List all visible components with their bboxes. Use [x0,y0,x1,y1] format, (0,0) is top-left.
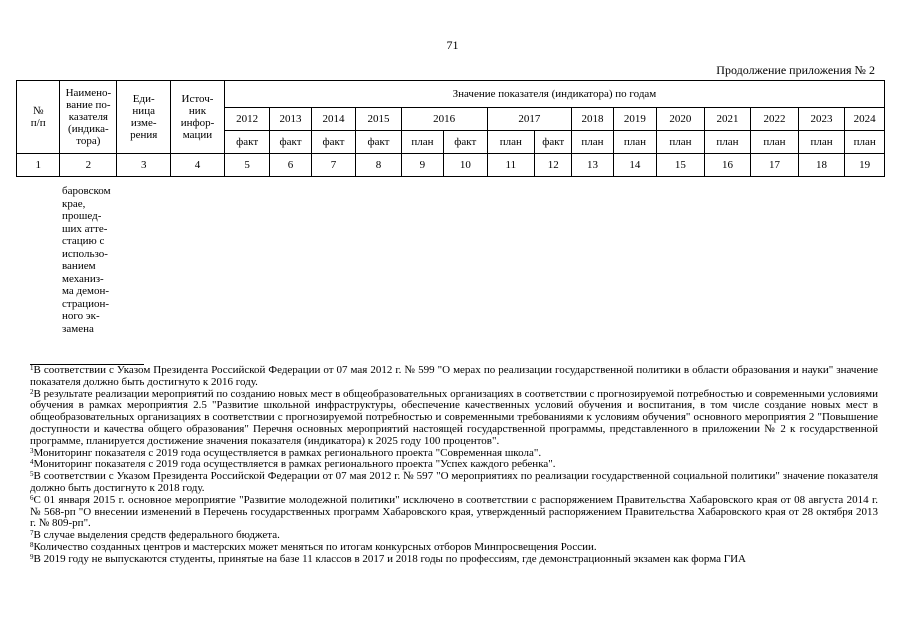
value-type-cell: факт [535,131,572,154]
footnote-text: Мониторинг показателя с 2019 года осуществляется в рамках регионального проекта "Успех каждого ребенка". [33,458,556,471]
year-header-2016: 2016 [401,108,487,131]
continuation-line: прошед- [62,210,102,222]
column-number-cell: 19 [845,154,885,177]
footnotes [30,365,878,566]
footnote-text: В соответствии с Указом Президента Российской Федерации от 07 мая 2012 г. № 597 "О мероприятиях по реализации государственной социальной политики" значение показателя должно быть достигнуто к 2018 году. [30,470,878,494]
column-number-cell: 5 [224,154,270,177]
value-type-cell: факт [224,131,270,154]
continuation-line: ного эк- [62,310,100,322]
year-header-2023: 2023 [798,108,845,131]
footnote [30,365,878,389]
value-type-cell: факт [444,131,487,154]
value-type-cell: план [572,131,613,154]
year-header-2021: 2021 [704,108,751,131]
header-line: Источ- [181,93,214,105]
value-type-cell: план [845,131,885,154]
footnote-mark: 7 [30,529,34,538]
header-line: тора) [76,135,101,147]
col-name-header [60,81,117,154]
continuation-line: механиз- [62,272,104,285]
indicator-table [16,80,885,177]
continuation-line: крае, [62,197,86,210]
footnote-text: В соответствии с Указом Президента Российской Федерации от 07 мая 2012 г. № 599 "О мерах по реализации государственной политики в области образования и науки" значение показателя должно быть достигнуто к 2016 году. [30,364,878,388]
footnote-mark: 4 [30,458,34,467]
year-header-2017: 2017 [487,108,572,131]
appendix-note: Продолжение приложения № 2 [716,63,875,77]
year-header-2022: 2022 [751,108,799,131]
page-number: 71 [446,38,459,52]
column-number-cell: 12 [535,154,572,177]
col-unit-header [117,81,171,154]
continuation-line: страцион- [62,297,110,310]
column-number-cell: 14 [613,154,656,177]
value-type-cell: план [657,131,705,154]
continuation-line: ших атте- [62,222,108,235]
year-header-2014: 2014 [311,108,355,131]
footnote-text: В результате реализации мероприятий по созданию новых мест в общеобразовательных организациях в соответствии с прогнозируемой потребностью и современными условиями обучения в рамках мероприятия 2.5 "Развитие школьной инфраструктуры, обеспечение качественных условий обучения и воспитания, в том числе создание новых мест в общеобразовательных организациях в соответствии с прогнозируемой потребностью и современными требованиями к условиям обучения" основного мероприятия 2 "Повышение доступности и качества общего образования" Перечня основных мероприятий настоящей государственной программы, представленного в приложении № 2 к государственной программе, планируется достижение значения показателя (индикатора) к 2025 году 100 процентов". [30,387,878,447]
value-type-cell: факт [356,131,402,154]
value-type-cell: план [751,131,799,154]
header-line: рения [130,129,158,141]
value-type-cell: план [487,131,535,154]
footnote-mark: 1 [30,364,34,372]
continuation-line: ванием [62,260,96,272]
footnote-text: В 2019 году не выпускаются студенты, принятые на базе 11 классов в 2017 и 2018 годы по профессиям, где демонстрационный экзамен как форма ГИА [33,552,746,565]
column-numbers-row [17,154,885,177]
footnote [30,471,878,495]
year-header-2018: 2018 [572,108,613,131]
header-line: мации [182,129,213,141]
col-number-header [17,81,60,154]
column-number-cell: 15 [657,154,705,177]
column-number-cell: 1 [17,154,60,177]
value-type-cell: факт [270,131,311,154]
continuation-line: баровском [62,185,111,197]
header-line: ник [188,105,207,117]
footnote-mark: 3 [30,446,34,455]
value-type-cell: факт [311,131,355,154]
column-number-cell: 9 [401,154,443,177]
header-line: инфор- [180,117,215,129]
value-type-cell: план [798,131,845,154]
header-line: вание по- [66,99,111,111]
column-number-cell: 7 [311,154,355,177]
column-number-cell: 2 [60,154,117,177]
column-number-cell: 6 [270,154,311,177]
header-line: изме- [130,117,157,129]
header-line: № [32,105,44,117]
value-type-cell: план [613,131,656,154]
year-header-2012: 2012 [224,108,270,131]
header-line: (индика- [68,123,109,135]
footnote [30,554,878,566]
column-number-cell: 8 [356,154,402,177]
column-number-cell: 3 [117,154,171,177]
continuation-line: ма демон- [62,285,110,297]
year-header-2024: 2024 [845,108,885,131]
year-header-2020: 2020 [657,108,705,131]
footnote-mark: 9 [30,552,34,561]
values-header: Значение показателя (индикатора) по годам [224,81,884,108]
footnote-mark: 5 [30,470,34,479]
footnote-mark: 8 [30,540,34,549]
indicator-name-continuation [62,185,122,335]
footnote-text: С 01 января 2015 г. основное мероприятие "Развитие молодежной политики" исключено в соответствии с распоряжением Правительства Хабаровского края от 08 августа 2014 г. № 568-рп "О внесении изменений в Перечень государственных программ Хабаровского края, утвержденный распоряжением Правительства Хабаровского края от 28 октября 2013 г. № 809-рп". [30,493,878,530]
header-line: ница [132,105,155,117]
column-number-cell: 11 [487,154,535,177]
column-number-cell: 17 [751,154,799,177]
col-source-header [171,81,225,154]
year-header-2019: 2019 [613,108,656,131]
footnote-text: Мониторинг показателя с 2019 года осуществляется в рамках регионального проекта "Современная школа". [33,446,542,459]
footnote [30,389,878,448]
footnote-text: Количество созданных центров и мастерских может меняться по итогам конкурсных отборов Минпросвещения России. [33,540,597,553]
footnote-text: В случае выделения средств федерального бюджета. [33,529,280,542]
year-header-2013: 2013 [270,108,311,131]
column-number-cell: 16 [704,154,751,177]
continuation-line: замена [62,322,94,335]
footnote [30,495,878,530]
header-line: п/п [30,117,46,129]
header-line: казателя [68,111,108,123]
column-number-cell: 4 [171,154,225,177]
value-type-cell: план [704,131,751,154]
header-line: Еди- [132,93,155,105]
continuation-line: использо- [62,247,108,260]
footnote-mark: 6 [30,493,34,502]
column-number-cell: 13 [572,154,613,177]
column-number-cell: 10 [444,154,487,177]
year-header-2015: 2015 [356,108,402,131]
header-line: Наимено- [65,87,112,99]
value-type-cell: план [401,131,443,154]
footnote-mark: 2 [30,387,34,396]
continuation-line: стацию с [62,235,105,247]
column-number-cell: 18 [798,154,845,177]
